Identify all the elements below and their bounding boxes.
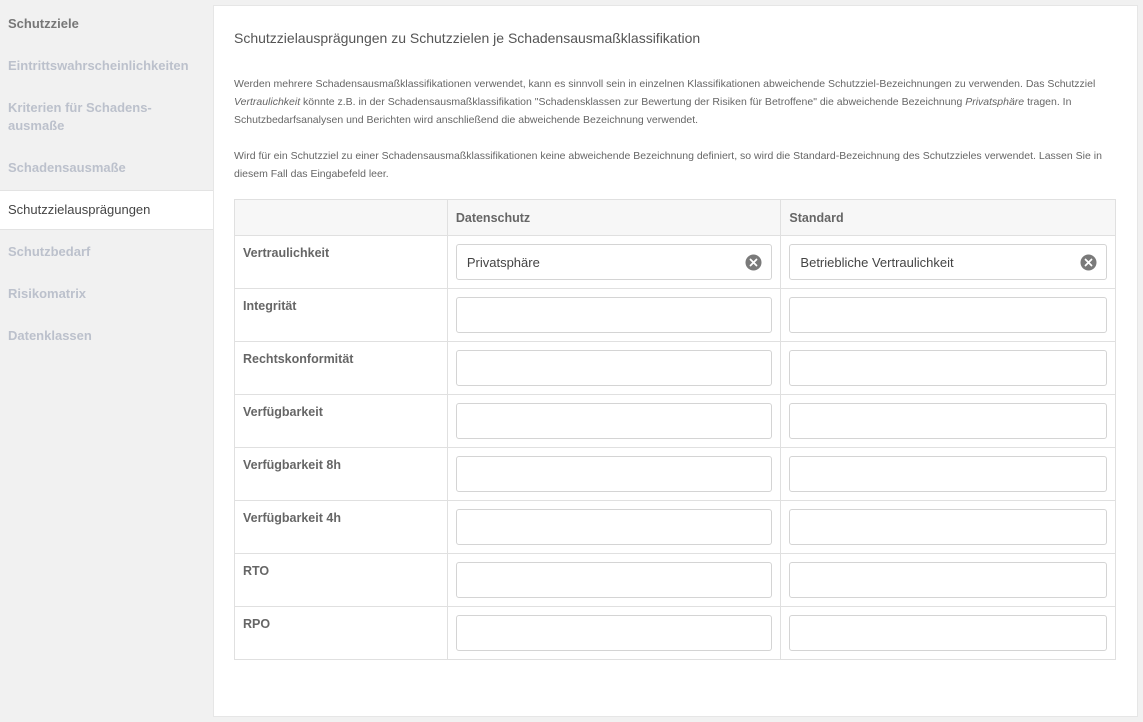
description-paragraph-1 [234,75,1124,129]
sidebar-item-datenklassen[interactable]: Datenklassen [8,328,92,343]
standard-input[interactable] [790,616,1106,650]
cell-standard [781,501,1116,554]
row-label: Verfügbarkeit 8h [235,448,448,501]
cell-standard [781,342,1116,395]
desc1-part1: Werden mehrere Schadensausmaßklassifikationen verwendet, kann es sinnvoll sein in einzelnen Klassifikationen abweichende Schutzziel-Bezeichnungen zu verwenden. Das Schutzziel [234,78,1096,90]
standard-field-wrapper [789,297,1107,333]
sidebar-item-risikomatrix[interactable]: Risikomatrix [8,286,87,301]
standard-input[interactable] [790,563,1106,597]
datenschutz-field-wrapper [456,244,773,280]
sidebar-item-eintrittswahrscheinlichkeiten[interactable]: Eintrittswahrscheinlichkeiten [8,58,189,73]
row-label: Verfügbarkeit 4h [235,501,448,554]
cell-standard [781,607,1116,660]
header-empty [235,200,448,236]
datenschutz-field-wrapper [456,509,773,545]
standard-field-wrapper [789,562,1107,598]
row-label: RPO [235,607,448,660]
cell-datenschutz [447,501,781,554]
row-label: Integrität [235,289,448,342]
clear-standard-icon[interactable] [1080,254,1097,271]
table-row-2 [235,342,1116,395]
standard-field-wrapper [789,615,1107,651]
table-row-7 [235,607,1116,660]
table-row-0 [235,236,1116,289]
cell-standard [781,236,1116,289]
schutzziel-table [234,199,1116,660]
table-header-row [235,200,1116,236]
datenschutz-field-wrapper [456,403,773,439]
sidebar-item-kriterien[interactable] [0,99,213,135]
sidebar-item-kriterien-line1: Kriterien für Schadens- [8,100,152,115]
cell-datenschutz [447,289,781,342]
cell-datenschutz [447,448,781,501]
main-panel [213,5,1138,717]
row-label: Vertraulichkeit [235,236,448,289]
cell-standard [781,395,1116,448]
clear-datenschutz-icon[interactable] [745,254,762,271]
desc1-part2: könnte z.B. in der Schadensausmaßklassifikation "Schadensklassen zur Bewertung der Risiken für Betroffene" die abweichende Bezeichnung [300,96,966,108]
table-row-1 [235,289,1116,342]
standard-field-wrapper [789,350,1107,386]
description-paragraph-2: Wird für ein Schutzziel zu einer Schadensausmaßklassifikationen keine abweichende Bezeichnung definiert, so wird die Standard-Bezeichnung des Schutzzieles verwendet. Lassen Sie in diesem Fall das Eingabefeld leer. [234,150,1102,180]
datenschutz-input[interactable] [457,245,772,279]
datenschutz-input[interactable] [457,298,772,332]
header-datenschutz: Datenschutz [447,200,781,236]
cell-datenschutz [447,342,781,395]
sidebar-item-kriterien-line2: ausmaße [8,118,65,133]
cell-datenschutz [447,395,781,448]
standard-input[interactable] [790,457,1106,491]
sidebar-item-schutzzielauspraegungen[interactable]: Schutzzielausprägungen [0,190,213,230]
desc1-part3: tragen. In Schutzbedarfsanalysen und Berichten wird anschließend die abweichende Bezeichnung verwendet. [234,96,1072,126]
datenschutz-field-wrapper [456,350,773,386]
sidebar [0,0,213,722]
standard-field-wrapper [789,403,1107,439]
row-label: RTO [235,554,448,607]
datenschutz-field-wrapper [456,562,773,598]
page-title: Schutzzielausprägungen zu Schutzzielen je Schadensausmaßklassifikation [234,30,701,46]
sidebar-item-schutzziele[interactable]: Schutzziele [8,16,79,31]
standard-field-wrapper [789,244,1107,280]
datenschutz-field-wrapper [456,456,773,492]
desc1-em-vertraulichkeit: Vertraulichkeit [234,96,301,108]
table-body [235,236,1116,660]
datenschutz-input[interactable] [457,616,772,650]
standard-input[interactable] [790,510,1106,544]
cell-datenschutz [447,554,781,607]
cell-standard [781,554,1116,607]
standard-input[interactable] [790,404,1106,438]
desc1-em-privatsphaere: Privatsphäre [965,96,1025,108]
table-row-5 [235,501,1116,554]
row-label: Verfügbarkeit [235,395,448,448]
standard-input[interactable] [790,245,1106,279]
cell-standard [781,448,1116,501]
cell-datenschutz [447,607,781,660]
table-row-4 [235,448,1116,501]
datenschutz-input[interactable] [457,404,772,438]
datenschutz-field-wrapper [456,297,773,333]
datenschutz-field-wrapper [456,615,773,651]
standard-field-wrapper [789,456,1107,492]
standard-input[interactable] [790,298,1106,332]
datenschutz-input[interactable] [457,457,772,491]
header-standard: Standard [781,200,1116,236]
row-label: Rechtskonformität [235,342,448,395]
standard-field-wrapper [789,509,1107,545]
standard-input[interactable] [790,351,1106,385]
cell-datenschutz [447,236,781,289]
datenschutz-input[interactable] [457,351,772,385]
datenschutz-input[interactable] [457,510,772,544]
cell-standard [781,289,1116,342]
sidebar-item-schutzbedarf[interactable]: Schutzbedarf [8,244,91,259]
table-row-6 [235,554,1116,607]
datenschutz-input[interactable] [457,563,772,597]
table-row-3 [235,395,1116,448]
sidebar-item-schadensausmasse[interactable]: Schadensausmaße [8,160,126,175]
